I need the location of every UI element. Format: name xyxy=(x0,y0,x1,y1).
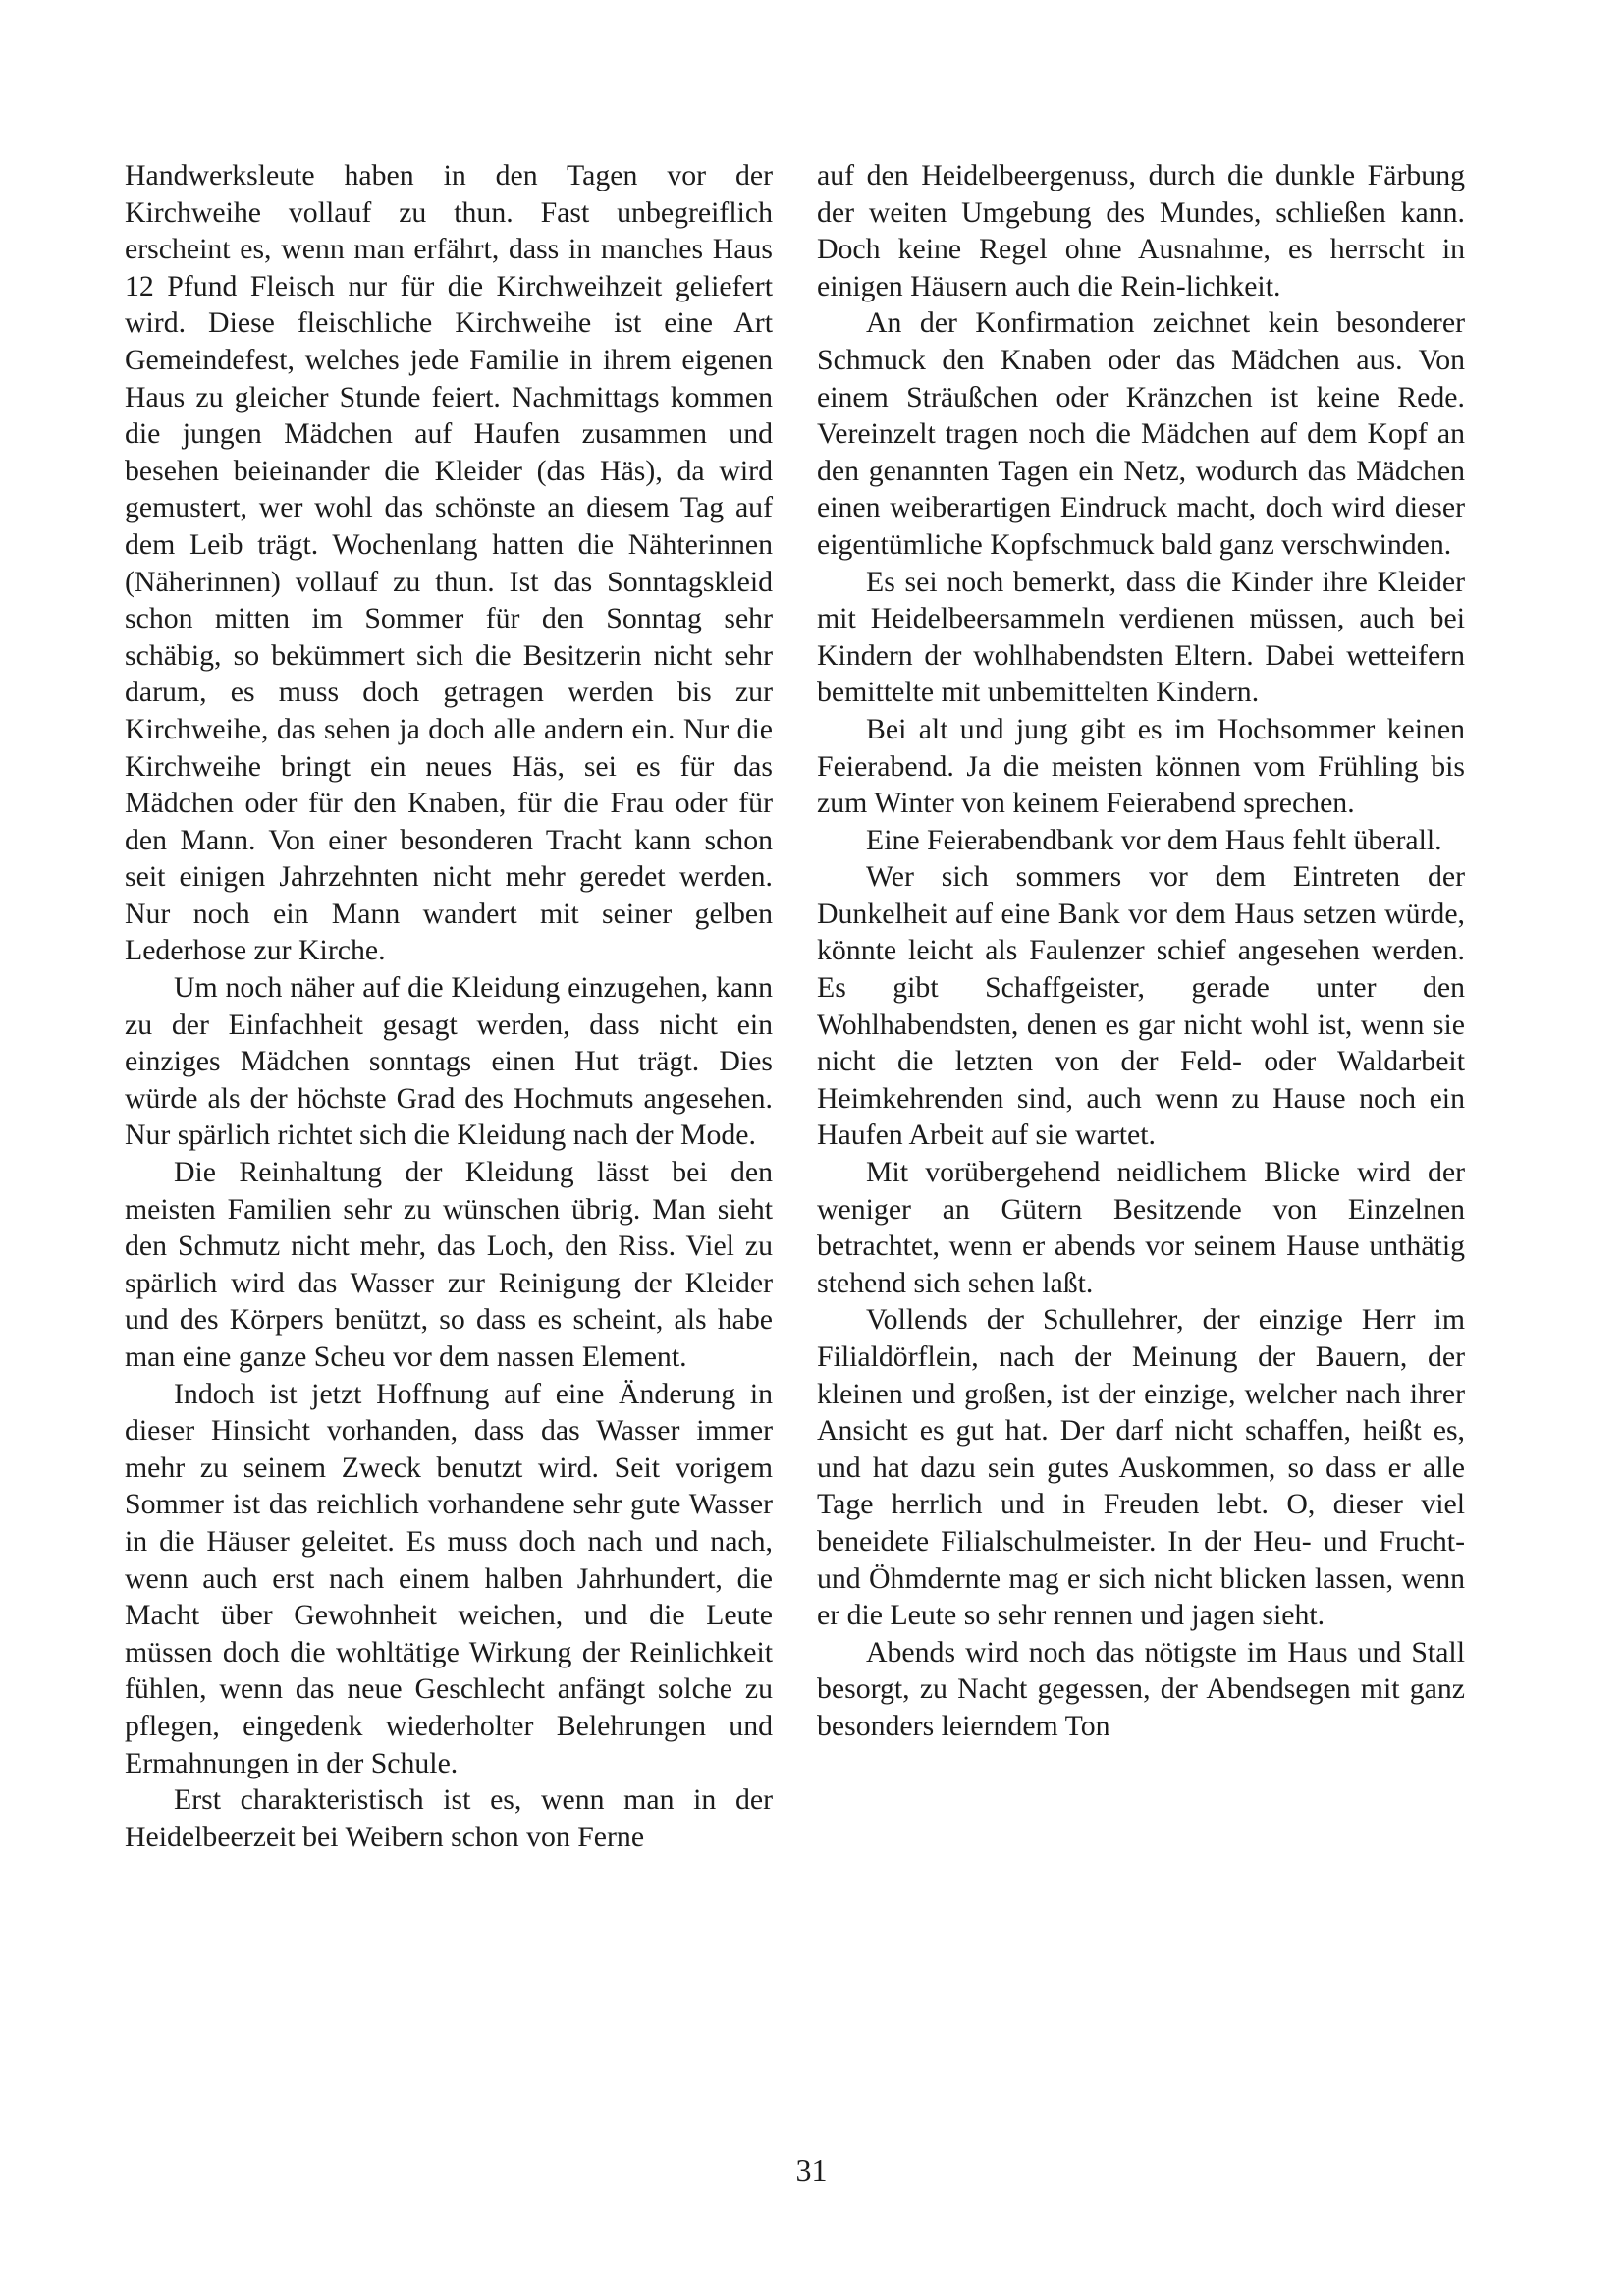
paragraph: Um noch näher auf die Kleidung einzugehen, kann zu der Einfachheit gesagt werden, dass nicht ein einziges Mädchen sonntags einen Hut trägt. Dies würde als der höchste Grad des Hochmuts angesehen. Nur spärlich richtet sich die Kleidung nach der Mode. xyxy=(125,971,773,1152)
paragraph: Indoch ist jetzt Hoffnung auf eine Änderung in dieser Hinsicht vorhanden, dass das Wasser immer mehr zu seinem Zweck benutzt wird. Seit vorigem Sommer ist das reichlich vorhandene sehr gute Wasser in die Häuser geleitet. Es muss doch nach und nach, wenn auch erst nach einem halben Jahrhundert, die Macht über Gewohnheit weichen, und die Leute müssen doch die wohltätige Wirkung der Reinlichkeit fühlen, wenn das neue Geschlecht anfängt solche zu pflegen, eingedenk wiederholter Belehrungen und Ermahnungen in der Schule. xyxy=(125,1377,773,1779)
left-text-column xyxy=(125,157,773,1855)
paragraph: Eine Feierabendbank vor dem Haus fehlt überall. xyxy=(866,823,1442,856)
paragraph: Es sei noch bemerkt, dass die Kinder ihre Kleider mit Heidelbeersammeln verdienen müssen, auch bei Kindern der wohlhabendsten Eltern. Dabei wetteifern bemittelte mit unbemittelten Kindern. xyxy=(817,565,1465,709)
right-text-column xyxy=(817,157,1465,1745)
paragraph: An der Konfirmation zeichnet kein besonderer Schmuck den Knaben oder das Mädchen aus. Von einem Sträußchen oder Kränzchen ist keine Rede. Vereinzelt tragen noch die Mädchen auf dem Kopf an den genannten Tagen ein Netz, wodurch das Mädchen einen weiberartigen Eindruck macht, doch wird dieser eigentümliche Kopfschmuck bald ganz verschwinden. xyxy=(817,306,1465,561)
paragraph: Mit vorübergehend neidlichem Blicke wird der weniger an Gütern Besitzende von Einzelnen betrachtet, wenn er abends vor seinem Hause unthätig stehend sich sehen laßt. xyxy=(817,1156,1465,1299)
paragraph: Vollends der Schullehrer, der einzige Herr im Filialdörflein, nach der Meinung der Bauern, der kleinen und großen, ist der einzige, welcher nach ihrer Ansicht es gut hat. Der darf nicht schaffen, heißt es, und hat dazu sein gutes Auskommen, so dass er alle Tage herrlich und in Freuden lebt. O, dieser viel beneidete Filialschulmeister. In der Heu- und Frucht- und Öhmdernte mag er sich nicht blicken lassen, wenn er die Leute so sehr rennen und jagen sieht. xyxy=(817,1303,1465,1632)
paragraph: Handwerksleute haben in den Tagen vor der Kirchweihe vollauf zu thun. Fast unbegreiflich erscheint es, wenn man erfährt, dass in manches Haus 12 Pfund Fleisch nur für die Kirchweihzeit geliefert wird. Diese fleischliche Kirchweihe ist eine Art Gemeindefest, welches jede Familie in ihrem eigenen Haus zu gleicher Stunde feiert. Nachmittags kommen die jungen Mädchen auf Haufen zusammen und besehen beieinander die Kleider (das Häs), da wird gemustert, wer wohl das schönste an diesem Tag auf dem Leib trägt. Wochenlang hatten die Nähterinnen (Näherinnen) vollauf zu thun. Ist das Sonntagskleid schon mitten im Sommer für den Sonntag sehr schäbig, so bekümmert sich die Besitzerin nicht sehr darum, es muss doch getragen werden bis zur Kirchweihe, das sehen ja doch alle andern ein. Nur die Kirchweihe bringt ein neues Häs, sei es für das Mädchen oder für den Knaben, für die Frau oder für den Mann. Von einer besonderen Tracht kann schon seit einigen Jahrzehnten nicht mehr geredet werden. Nur noch ein Mann wandert mit seiner gelben Lederhose zur Kirche. xyxy=(125,159,773,967)
page-number: 31 xyxy=(795,2153,828,2188)
paragraph: Erst charakteristisch ist es, wenn man in der Heidelbeerzeit bei Weibern schon von Ferne xyxy=(125,1783,773,1853)
paragraph: auf den Heidelbeergenuss, durch die dunkle Färbung der weiten Umgebung des Mundes, schließen kann. Doch keine Regel ohne Ausnahme, es herrscht in einigen Häusern auch die Rein-lichkeit. xyxy=(817,159,1465,302)
paragraph: Die Reinhaltung der Kleidung lässt bei den meisten Familien sehr zu wünschen übrig. Man sieht den Schmutz nicht mehr, das Loch, den Riss. Viel zu spärlich wird das Wasser zur Reinigung der Kleider und des Körpers benützt, so dass es scheint, als habe man eine ganze Scheu vor dem nassen Element. xyxy=(125,1156,773,1373)
paragraph: Abends wird noch das nötigste im Haus und Stall besorgt, zu Nacht gegessen, der Abendsegen mit ganz besonders leierndem Ton xyxy=(817,1635,1465,1742)
paragraph: Bei alt und jung gibt es im Hochsommer keinen Feierabend. Ja die meisten können vom Frühling bis zum Winter von keinem Feierabend sprechen. xyxy=(817,712,1465,820)
paragraph: Wer sich sommers vor dem Eintreten der Dunkelheit auf eine Bank vor dem Haus setzen würde, könnte leicht als Faulenzer schief angesehen werden. Es gibt Schaffgeister, gerade unter den Wohlhabendsten, denen es gar nicht wohl ist, wenn sie nicht die letzten von der Feld- oder Waldarbeit Heimkehrenden sind, auch wenn zu Hause noch ein Haufen Arbeit auf sie wartet. xyxy=(817,860,1465,1152)
